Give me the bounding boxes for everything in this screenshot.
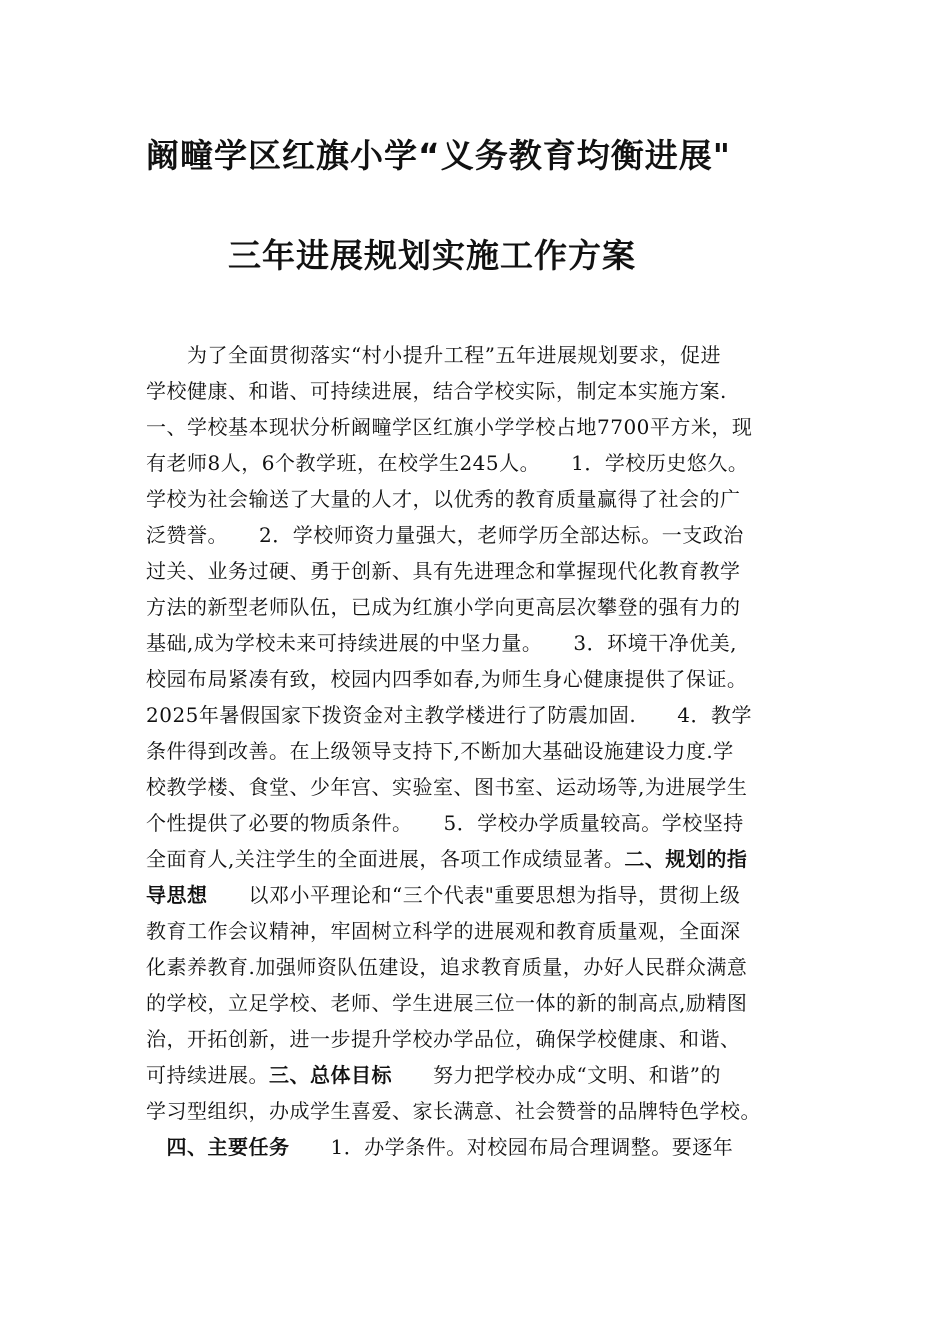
body-line-12: 条件得到改善。在上级领导支持下,不断加大基础设施建设力度.学 [146,739,734,763]
body-text: 全面育人,关注学生的全面进展，各项工作成绩显著。 [146,847,625,871]
body-line-13: 校教学楼、食堂、少年宫、实验室、图书室、运动场等,为进展学生 [146,775,748,799]
body-line-22: 学习型组织，办成学生喜爱、家长满意、社会赞誉的品牌特色学校。 [146,1099,761,1123]
section-heading-2: 二、规划的指 [624,847,748,871]
body-text: 可持续进展。 [146,1063,269,1087]
document-title-line-2: 三年进展规划实施工作方案 [228,236,636,275]
body-line-8: 方法的新型老师队伍，已成为红旗小学向更高层次攀登的强有力的 [146,595,741,619]
body-line-17: 教育工作会议精神，牢固树立科学的进展观和教育质量观，全面深 [146,919,741,943]
body-line-2: 学校健康、和谐、可持续进展，结合学校实际，制定本实施方案. [146,379,727,403]
body-line-18: 化素养教育.加强师资队伍建设，追求教育质量，办好人民群众满意 [146,955,748,979]
body-line-4: 有老师8人，6个教学班，在校学生245人。 1．学校历史悠久。 [146,451,749,475]
body-line-19: 的学校，立足学校、老师、学生进展三位一体的新的制高点,励精图 [146,991,748,1015]
section-heading-3: 三、总体目标 [269,1063,392,1087]
body-line-7: 过关、业务过硬、勇于创新、具有先进理念和掌握现代化教育教学 [146,559,741,583]
body-line-9: 基础,成为学校未来可持续进展的中坚力量。 3．环境干净优美, [146,631,737,655]
body-text: 1．办学条件。对校园布局合理调整。要逐年 [289,1135,734,1159]
body-line-11: 2025年暑假国家下拨资金对主教学楼进行了防震加固. 4．教学 [146,703,752,727]
body-line-5: 学校为社会输送了大量的人才，以优秀的教育质量赢得了社会的广 [146,487,741,511]
body-line-20: 治，开拓创新，进一步提升学校办学品位，确保学校健康、和谐、 [146,1027,741,1051]
body-line-1: 为了全面贯彻落实“村小提升工程”五年进展规划要求，促进 [146,343,721,367]
body-line-10: 校园布局紧凑有致，校园内四季如春,为师生身心健康提供了保证。 [146,667,748,691]
section-heading-2-cont: 导思想 [146,883,208,907]
body-line-15 [146,845,747,873]
document-title-line-1: 阚疃学区红旗小学“义务教育均衡进展" [146,136,731,175]
body-line-3: 一、学校基本现状分析阚疃学区红旗小学学校占地7700平方米，现 [146,415,753,439]
body-text: 努力把学校办成“文明、和谐”的 [392,1063,721,1087]
body-text: 以邓小平理论和“三个代表"重要思想为指导，贯彻上级 [207,883,741,907]
body-line-16 [146,881,740,909]
body-line-23 [146,1133,733,1161]
section-heading-4: 四、主要任务 [146,1135,290,1159]
body-line-14: 个性提供了必要的物质条件。 5．学校办学质量较高。学校坚持 [146,811,744,835]
body-line-21 [146,1061,721,1089]
body-line-6: 泛赞誉。 2．学校师资力量强大，老师学历全部达标。一支政治 [146,523,744,547]
